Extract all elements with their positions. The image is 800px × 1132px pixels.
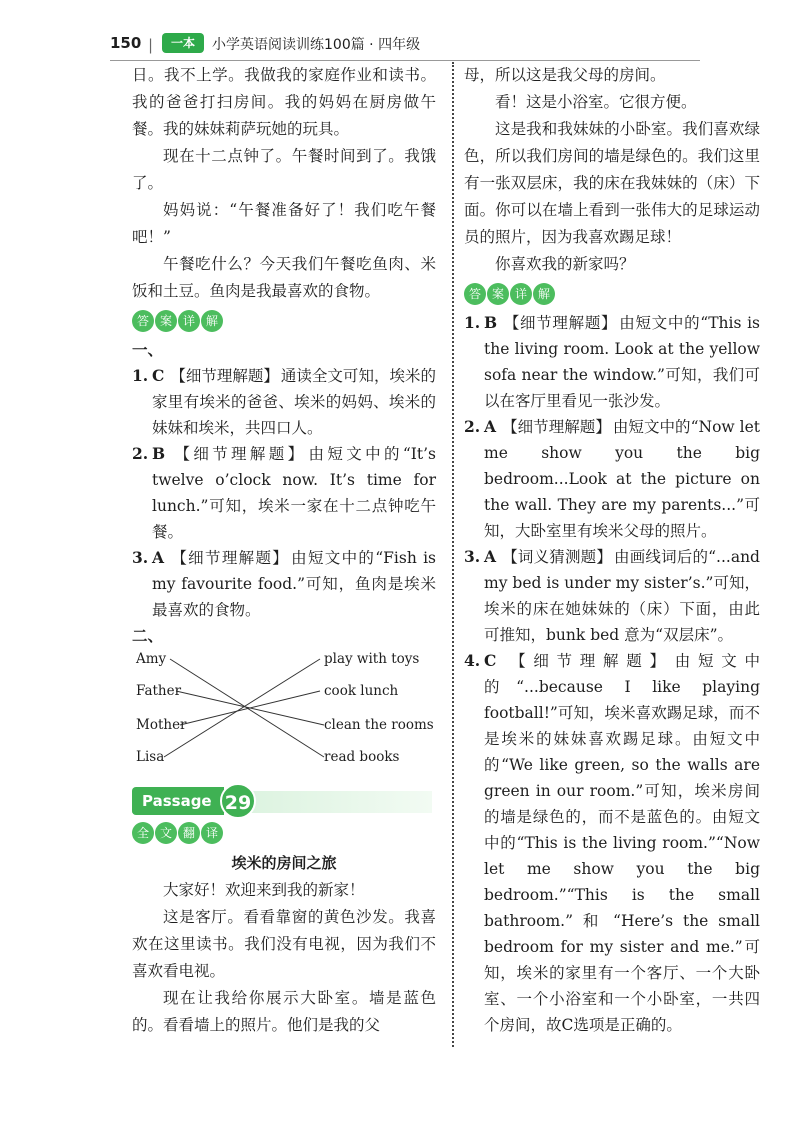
- section-heading: 一、: [132, 341, 164, 359]
- answer-item: 3. A 【细节理解题】 由短文中的“Fish is my favourite food.”可知，鱼肉是埃米最喜欢的食物。: [132, 548, 436, 619]
- right-column: [464, 62, 760, 1038]
- answer-item: 2. B 【细节理解题】 由短文中的“It’s twelve o’clock now. It’s time for lunch.”可知，埃米一家在十二点钟吃午餐。: [132, 444, 436, 541]
- match-right-item: clean the rooms: [324, 717, 434, 733]
- passage-banner: [132, 783, 436, 817]
- story-paragraph: 这是客厅。看看靠窗的黄色沙发。我喜欢在这里读书。我们没有电视，因为我们不喜欢看电视。: [132, 908, 436, 980]
- story-paragraph: 大家好！欢迎来到我的新家！: [163, 881, 365, 899]
- intro-paragraph: 日。我不上学。我做我的家庭作业和读书。我的爸爸打扫房间。我的妈妈在厨房做午餐。我的妹妹莉萨玩她的玩具。: [132, 66, 436, 138]
- answer-text: 由短文中的“It’s twelve o’clock now. It’s time for lunch.”可知，埃米一家在十二点钟吃午餐。: [152, 445, 436, 541]
- book-title: 小学英语阅读训练100篇 · 四年级: [212, 37, 421, 53]
- match-right-item: cook lunch: [324, 683, 399, 699]
- publisher-logo: 一本: [162, 33, 204, 53]
- answer-explanation-badge: 答 案 详 解: [132, 310, 224, 332]
- answer-text: 由画线词后的“...and my bed is under my sister’s.”可知，埃米的床在她妹妹的（床）下面，由此可推知，bunk bed 意为“双层床”。: [484, 548, 760, 644]
- answer-text: 由短文中的“...because I like playing football!”可知，埃米喜欢踢足球，而不是埃米的妹妹喜欢踢足球。由短文中的“We like green, so the walls are green in our room.”可知，埃米房间的墙是绿色的，而不是蓝色的。由短文中的“This is the living room.”“Now let me show you the big bedroom.”“This is the small bathroom.” 和 “Here’s the small bedroom for my sister and me.”可知，埃米的家里有一个客厅、一个大卧室、一个小浴室和一个小卧室，一共四个房间，故C选项是正确的。: [484, 652, 760, 1034]
- answer-letter: A: [484, 417, 497, 436]
- answer-text: 由短文中的“This is the living room. Look at the yellow sofa near the window.”可知，我们可以在客厅里看见一张沙发。: [484, 314, 760, 410]
- matching-diagram: [132, 649, 436, 781]
- match-right-item: read books: [324, 749, 400, 765]
- question-type: 【细节理解题】: [171, 445, 307, 463]
- story-paragraph: 你喜欢我的新家吗？: [495, 255, 635, 273]
- answer-letter: B: [152, 444, 166, 463]
- match-left-item: Mother: [136, 717, 187, 733]
- question-type: 【细节理解题】: [170, 367, 279, 385]
- answer-letter: C: [484, 651, 497, 670]
- intro-paragraph: 午餐吃什么？今天我们午餐吃鱼肉、米饭和土豆。鱼肉是我最喜欢的食物。: [132, 255, 436, 300]
- answer-letter: A: [484, 547, 497, 566]
- question-type: 【细节理解题】: [170, 549, 290, 567]
- match-right-item: play with toys: [324, 651, 420, 667]
- answer-item: 3. A 【词义猜测题】 由画线词后的“...and my bed is under my sister’s.”可知，埃米的床在她妹妹的（床）下面，由此可推知，bunk bed 意为“双层床”。: [464, 547, 760, 644]
- match-left-item: Amy: [136, 651, 167, 667]
- page-header: [110, 30, 700, 64]
- answer-text: 通读全文可知，埃米的家里有埃米的爸爸、埃米的妈妈、埃米的妹妹和埃米，共四口人。: [152, 367, 436, 437]
- page-number: 150: [110, 34, 142, 52]
- question-type: 【细节理解题】: [503, 314, 618, 332]
- match-left-item: Father: [136, 683, 182, 699]
- story-paragraph: 现在让我给你展示大卧室。墙是蓝色的。看看墙上的照片。他们是我的父: [132, 989, 436, 1034]
- question-type: 【词义猜测题】: [502, 548, 613, 566]
- header-separator: |: [148, 36, 154, 54]
- column-divider: [452, 62, 454, 1047]
- story-paragraph: 这是我和我妹妹的小卧室。我们喜欢绿色，所以我们房间的墙是绿色的。我们这里有一张双层床，我的床在我妹妹的（床）下面。你可以在墙上看到一张伟大的足球运动员的照片，因为我喜欢踢足球！: [464, 120, 760, 246]
- section-heading: 二、: [132, 627, 164, 645]
- story-paragraph: 母，所以这是我父母的房间。: [464, 66, 666, 84]
- answer-item: 1. B 【细节理解题】 由短文中的“This is the living room. Look at the yellow sofa near the window.”可知，我们可以在客厅里看见一张沙发。: [464, 313, 760, 410]
- answer-letter: A: [152, 548, 165, 567]
- story-paragraph: 看！这是小浴室。它很方便。: [495, 93, 697, 111]
- header-rule: [110, 60, 700, 61]
- answer-item: 4. C 【细节理解题】 由短文中的“...because I like playing football!”可知，埃米喜欢踢足球，而不是埃米的妹妹喜欢踢足球。由短文中的“We like green, so the walls are green in our room.”可知，埃米房间的墙是绿色的，而不是蓝色的。由短文中的“This is the living room.”“Now let me show you the big bedroom.”“This is the small bathroom.” 和 “Here’s the small bedroom for my sister and me.”可知，埃米的家里有一个客厅、一个大卧室、一个小浴室和一个小卧室，一共四个房间，故C选项是正确的。: [464, 651, 760, 1034]
- answer-text: 由短文中的“Fish is my favourite food.”可知，鱼肉是埃米最喜欢的食物。: [152, 549, 436, 619]
- answer-item: 2. A 【细节理解题】 由短文中的“Now let me show you the big bedroom...Look at the picture on the wall. They are my parents...”可知，大卧室里有埃米父母的照片。: [464, 417, 760, 540]
- passage-number: 29: [220, 783, 256, 819]
- intro-paragraph: 妈妈说：“午餐准备好了！我们吃午餐吧！”: [132, 201, 436, 246]
- answer-item: 1. C 【细节理解题】 通读全文可知，埃米的家里有埃米的爸爸、埃米的妈妈、埃米的妹妹和埃米，共四口人。: [132, 366, 436, 437]
- answer-letter: B: [484, 313, 498, 332]
- question-type: 【细节理解题】: [502, 418, 611, 436]
- left-column: [132, 62, 436, 1039]
- question-type: 【细节理解题】: [502, 652, 673, 670]
- intro-paragraph: 现在十二点钟了。午餐时间到了。我饿了。: [132, 147, 436, 192]
- answer-explanation-badge: 答 案 详 解: [464, 283, 556, 305]
- full-translation-badge: 全 文 翻 译: [132, 822, 224, 844]
- match-left-item: Lisa: [136, 749, 165, 765]
- story-title: 埃米的房间之旅: [231, 854, 337, 872]
- answer-text: 由短文中的“Now let me show you the big bedroom...Look at the picture on the wall. They are my parents...”可知，大卧室里有埃米父母的照片。: [484, 418, 760, 540]
- passage-label: Passage: [132, 787, 224, 815]
- answer-letter: C: [152, 366, 165, 385]
